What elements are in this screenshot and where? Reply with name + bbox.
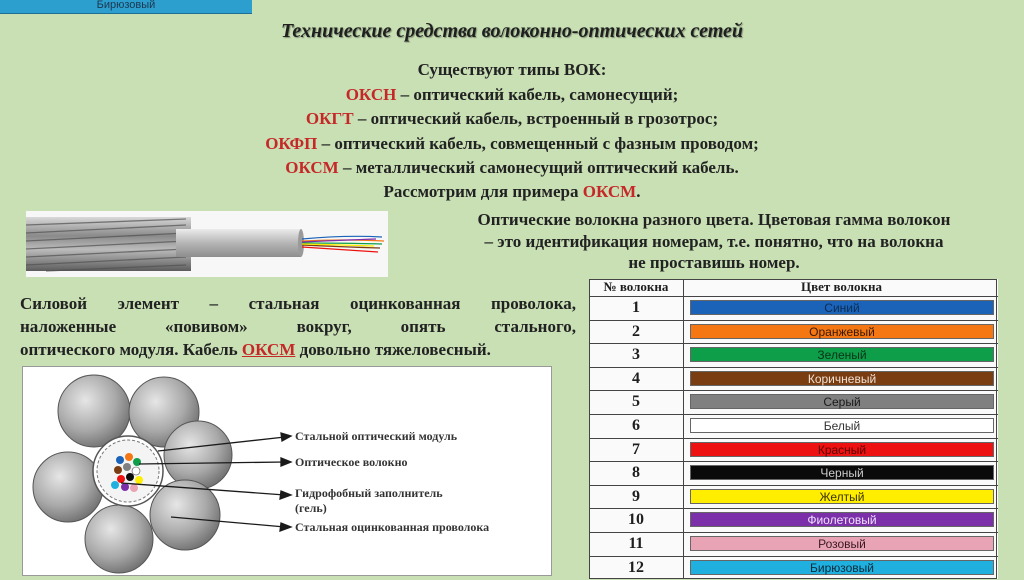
example-line [0,182,1024,202]
fiber-color-swatch: Черный [690,465,994,480]
fiber-number: 12 [628,558,644,576]
slide-title: Технические средства волоконно-оптических сетей [280,20,744,42]
strength-text-line [20,338,576,361]
col-header-number: № волокна [603,279,669,294]
fiber-color-swatch: Фиолетовый [690,512,994,527]
cable-photo [26,211,388,277]
fiber-color-swatch: Розовый [690,536,994,551]
strength-code: ОКСМ [241,340,296,359]
cable-cross-section-diagram [22,366,552,576]
fiber-color-swatch: Красный [690,442,994,457]
fiber-number: 10 [628,511,644,529]
fiber-number: 5 [632,393,640,411]
fiber-number: 6 [632,417,640,434]
type-line-oksm [0,158,1024,178]
fiber-number: 7 [632,440,640,458]
fiber-number: 11 [628,535,644,552]
strength-element-text [20,292,576,361]
type-code: ОКФП [265,134,318,153]
fiber-color-swatch: Бирюзовый [690,560,994,575]
cable-illustration [26,211,388,277]
fiber-number: 4 [632,369,640,387]
fiber-number: 1 [632,299,640,316]
label-hydrophobic-filler: Гидрофобный заполнитель [295,486,443,500]
fiber-text-line: не проставишь номер. [628,253,800,272]
example-code: ОКСМ [582,182,637,201]
fiber-text-line: – это идентификация номерам, т.е. понятно, что на волокна [484,231,944,251]
type-desc: – металлический самонесущий оптический кабель. [338,158,739,177]
strength-text-line: Силовой элемент – стальная оцинкованная проволока, [20,294,576,313]
fiber-color-swatch: Серый [690,394,994,409]
fiber-number: 8 [632,464,640,482]
type-line-oksn [0,85,1024,105]
fiber-number: 3 [632,346,640,364]
type-line-okgt [0,109,1024,129]
label-steel-module: Стальной оптический модуль [295,429,458,443]
fiber-color-swatch: Оранжевый [690,324,994,339]
example-suffix: . [636,182,641,201]
type-line-okfp [0,134,1024,154]
fiber-number: 2 [632,322,640,340]
fiber-color-swatch: Зеленый [690,347,994,362]
type-code: ОКГТ [305,109,354,128]
strength-prefix: оптического модуля. Кабель [20,340,242,359]
cross-section-svg [23,367,551,575]
example-prefix: Рассмотрим для примера [383,182,583,201]
type-desc: – оптический кабель, совмещенный с фазным проводом; [317,134,759,153]
fiber-number: 9 [632,487,640,505]
type-code: ОКСН [345,85,397,104]
label-optical-fiber: Оптическое волокно [295,455,408,469]
type-code: ОКСМ [285,158,339,177]
fiber-color-swatch: Белый [690,418,994,433]
col-header-color: Цвет волокна [800,279,883,294]
fiber-color-table [589,279,998,579]
label-galvanized-wire: Стальная оцинкованная проволока [295,520,490,534]
strength-suffix: довольно тяжеловесный. [295,340,491,359]
fiber-color-swatch: Желтый [690,489,994,504]
type-desc: – оптический кабель, самонесущий; [396,85,679,104]
label-gel: (гель) [295,501,327,515]
fiber-text-line: Оптические волокна разного цвета. Цветовая гамма волокон [477,210,951,229]
top-strip-turquoise: Бирюзовый [0,0,252,14]
fiber-color-text [425,209,1003,274]
types-intro: Существуют типы ВОК: [417,60,607,79]
fiber-color-swatch: Коричневый [690,371,994,386]
strength-text-line: наложенные «повивом» вокруг, опять стального, [20,317,576,336]
fiber-color-swatch: Синий [690,300,994,315]
type-desc: – оптический кабель, встроенный в грозотрос; [353,109,719,128]
